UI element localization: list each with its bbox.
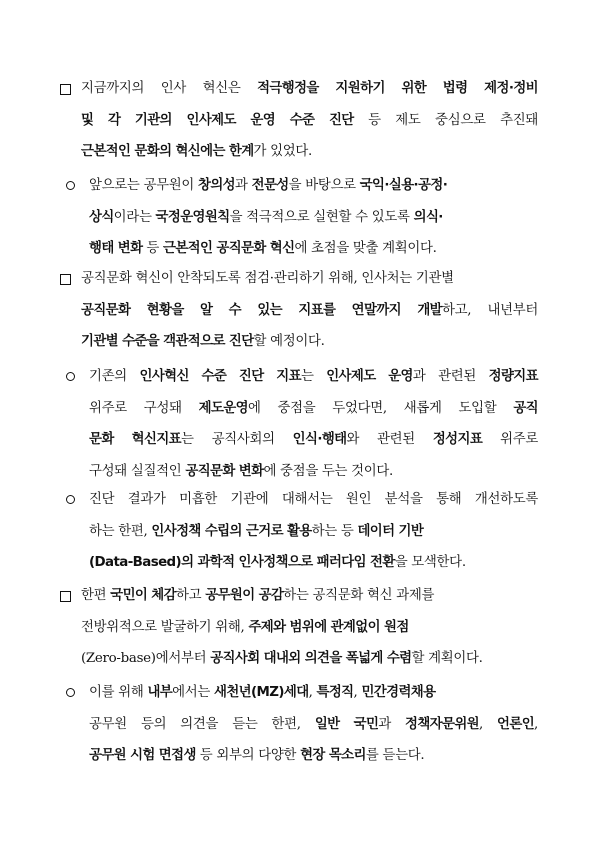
- text: 앞으로는 공무원이: [89, 178, 198, 193]
- bold-text: 국익·실용·공정·: [359, 178, 448, 193]
- text: 에 중점을 두었다면, 새롭게 도입할: [247, 400, 514, 416]
- bold-text: 및 각 기관의 인사제도 운영 수준 진단: [81, 112, 354, 128]
- text: 을 바탕으로: [288, 178, 360, 193]
- text: ,: [308, 685, 317, 700]
- text: 하는 한편,: [89, 523, 152, 539]
- text: 를 듣는다.: [365, 748, 425, 763]
- bold-text: 인사혁신 수준 진단 지표: [139, 369, 301, 384]
- bold-text: 인사정책 수립의 근거로 활용: [151, 523, 312, 539]
- text: 하는 공직문화 혁신 과제를: [283, 588, 435, 603]
- bold-text: 문화 혁신지표: [89, 432, 182, 447]
- bold-text: (Data-Based)의 과학적 인사정책으로 패러다임 전환: [89, 555, 395, 570]
- text-line: [81, 143, 312, 161]
- text-line: [89, 684, 435, 702]
- bold-text: 데이터 기반: [357, 523, 424, 539]
- text-line: [81, 619, 409, 637]
- text: 하고, 내년부터: [442, 302, 538, 318]
- text-line: [81, 587, 434, 605]
- bold-text: 의식·: [413, 209, 443, 225]
- square-bullet-icon: [60, 84, 71, 95]
- bold-text: 공무원이 공감: [205, 588, 284, 603]
- text: 진단 결과가 미흡한 기관에 대해서는 원인 분석을 통해 개선하도록: [89, 492, 538, 507]
- text: 는: [300, 369, 327, 384]
- text: 전방위적으로 발굴하기 위해,: [81, 619, 249, 635]
- bold-text: 상식: [89, 209, 114, 225]
- text-line: [89, 400, 538, 418]
- text-line: [81, 333, 325, 351]
- text: 위주로 구성돼: [89, 400, 199, 416]
- text-line: [81, 650, 483, 668]
- text: ,: [353, 685, 362, 700]
- text: 할 예정이다.: [253, 334, 325, 349]
- bold-text: 공직사회 대내외 의견을 폭넓게 수렴: [210, 651, 412, 666]
- text: 등 제도 중심으로 추진돼: [353, 112, 538, 128]
- square-bullet-icon: [60, 274, 71, 285]
- circle-bullet-icon: [66, 495, 75, 504]
- text: 위주로: [482, 432, 538, 447]
- text: 하는 등: [311, 523, 358, 539]
- text: ,: [479, 716, 498, 732]
- text: 에 초점을 맞출 계획이다.: [294, 241, 437, 256]
- text-line: [89, 491, 538, 509]
- text-line: [89, 368, 538, 386]
- bold-text: 언론인: [497, 716, 535, 732]
- square-bullet-icon: [60, 591, 71, 602]
- bold-text: 정성지표: [432, 432, 483, 447]
- bold-text: 국민이 체감: [110, 588, 176, 603]
- text-line: [89, 209, 443, 227]
- text: 이를 위해: [89, 685, 148, 700]
- text: 하고: [175, 588, 206, 603]
- text: 등: [142, 241, 163, 256]
- text: 과: [235, 178, 252, 193]
- bold-text: 공직: [513, 400, 538, 416]
- bold-text: 내부: [147, 685, 173, 700]
- bold-text: 인사제도 운영: [326, 369, 413, 384]
- text: 이라는: [113, 209, 156, 225]
- bold-text: 인식·행태: [292, 432, 347, 447]
- text: ,: [534, 716, 539, 732]
- text-line: [89, 431, 538, 449]
- bold-text: 근본적인 공직문화 혁신: [162, 241, 295, 256]
- text: 과: [378, 716, 405, 732]
- text: 는 공직사회의: [181, 432, 293, 447]
- text-line: [81, 112, 538, 130]
- bold-text: 새천년(MZ)세대: [214, 685, 309, 700]
- text: 와 관련된: [346, 432, 433, 447]
- bold-text: 공직문화 현황을 알 수 있는 지표를 연말까지 개발: [81, 302, 442, 318]
- circle-bullet-icon: [66, 181, 75, 190]
- bold-text: 기관별 수준을 객관적으로 진단: [81, 334, 254, 349]
- bold-text: 특정직: [316, 685, 354, 700]
- text-line: [89, 463, 393, 481]
- text: 공무원 등의 의견을 듣는 한편,: [89, 716, 315, 732]
- bold-text: 제도운영: [198, 400, 248, 416]
- text: 지금까지의 인사 혁신은: [81, 81, 258, 96]
- text: 기존의: [89, 369, 140, 384]
- text: 공직문화 혁신이 안착되도록 점검·관리하기 위해, 인사처는 기관별: [81, 271, 454, 286]
- text-line: [89, 747, 424, 765]
- bold-text: 공무원 시험 면접생: [89, 748, 196, 763]
- text: (Zero-base)에서부터: [81, 651, 211, 666]
- bold-text: 민간경력채용: [361, 685, 436, 700]
- text: 구성돼 실질적인: [89, 463, 186, 479]
- bold-text: 근본적인 문화의 혁신에는 한계: [81, 144, 254, 159]
- text-line: [89, 716, 538, 734]
- circle-bullet-icon: [66, 372, 75, 381]
- bold-text: 정량지표: [488, 369, 538, 384]
- bold-text: 공직문화 변화: [185, 463, 264, 479]
- bold-text: 현장 목소리: [300, 748, 366, 763]
- text: 을 모색한다.: [394, 555, 466, 570]
- text: 한편: [81, 588, 111, 603]
- text: 을 적극적으로 실현할 수 있도록: [229, 209, 414, 225]
- text-line: [81, 80, 538, 98]
- bold-text: 적극행정을 지원하기 위한 법령 제정·정비: [257, 81, 538, 96]
- bold-text: 국정운영원칙: [155, 209, 230, 225]
- text: 등 외부의 다양한: [195, 748, 301, 763]
- bold-text: 일반 국민: [314, 716, 379, 732]
- text: 과 관련된: [412, 369, 489, 384]
- bold-text: 창의성: [198, 178, 236, 193]
- text-line: [89, 240, 437, 258]
- text: 가 있었다.: [253, 144, 313, 159]
- text: 에서는: [172, 685, 215, 700]
- bold-text: 행태 변화: [89, 241, 143, 256]
- bold-text: 주제와 범위에 관계없이 원점: [248, 619, 409, 635]
- text-line: [89, 177, 447, 195]
- text-line: [81, 302, 538, 320]
- text: 할 계획이다.: [411, 651, 483, 666]
- bold-text: 전문성: [251, 178, 289, 193]
- text-line: [89, 523, 423, 541]
- text-line: [81, 270, 454, 288]
- circle-bullet-icon: [66, 688, 75, 697]
- text-line: [89, 554, 466, 572]
- bold-text: 정책자문위원: [405, 716, 480, 732]
- text: 에 중점을 두는 것이다.: [263, 463, 393, 479]
